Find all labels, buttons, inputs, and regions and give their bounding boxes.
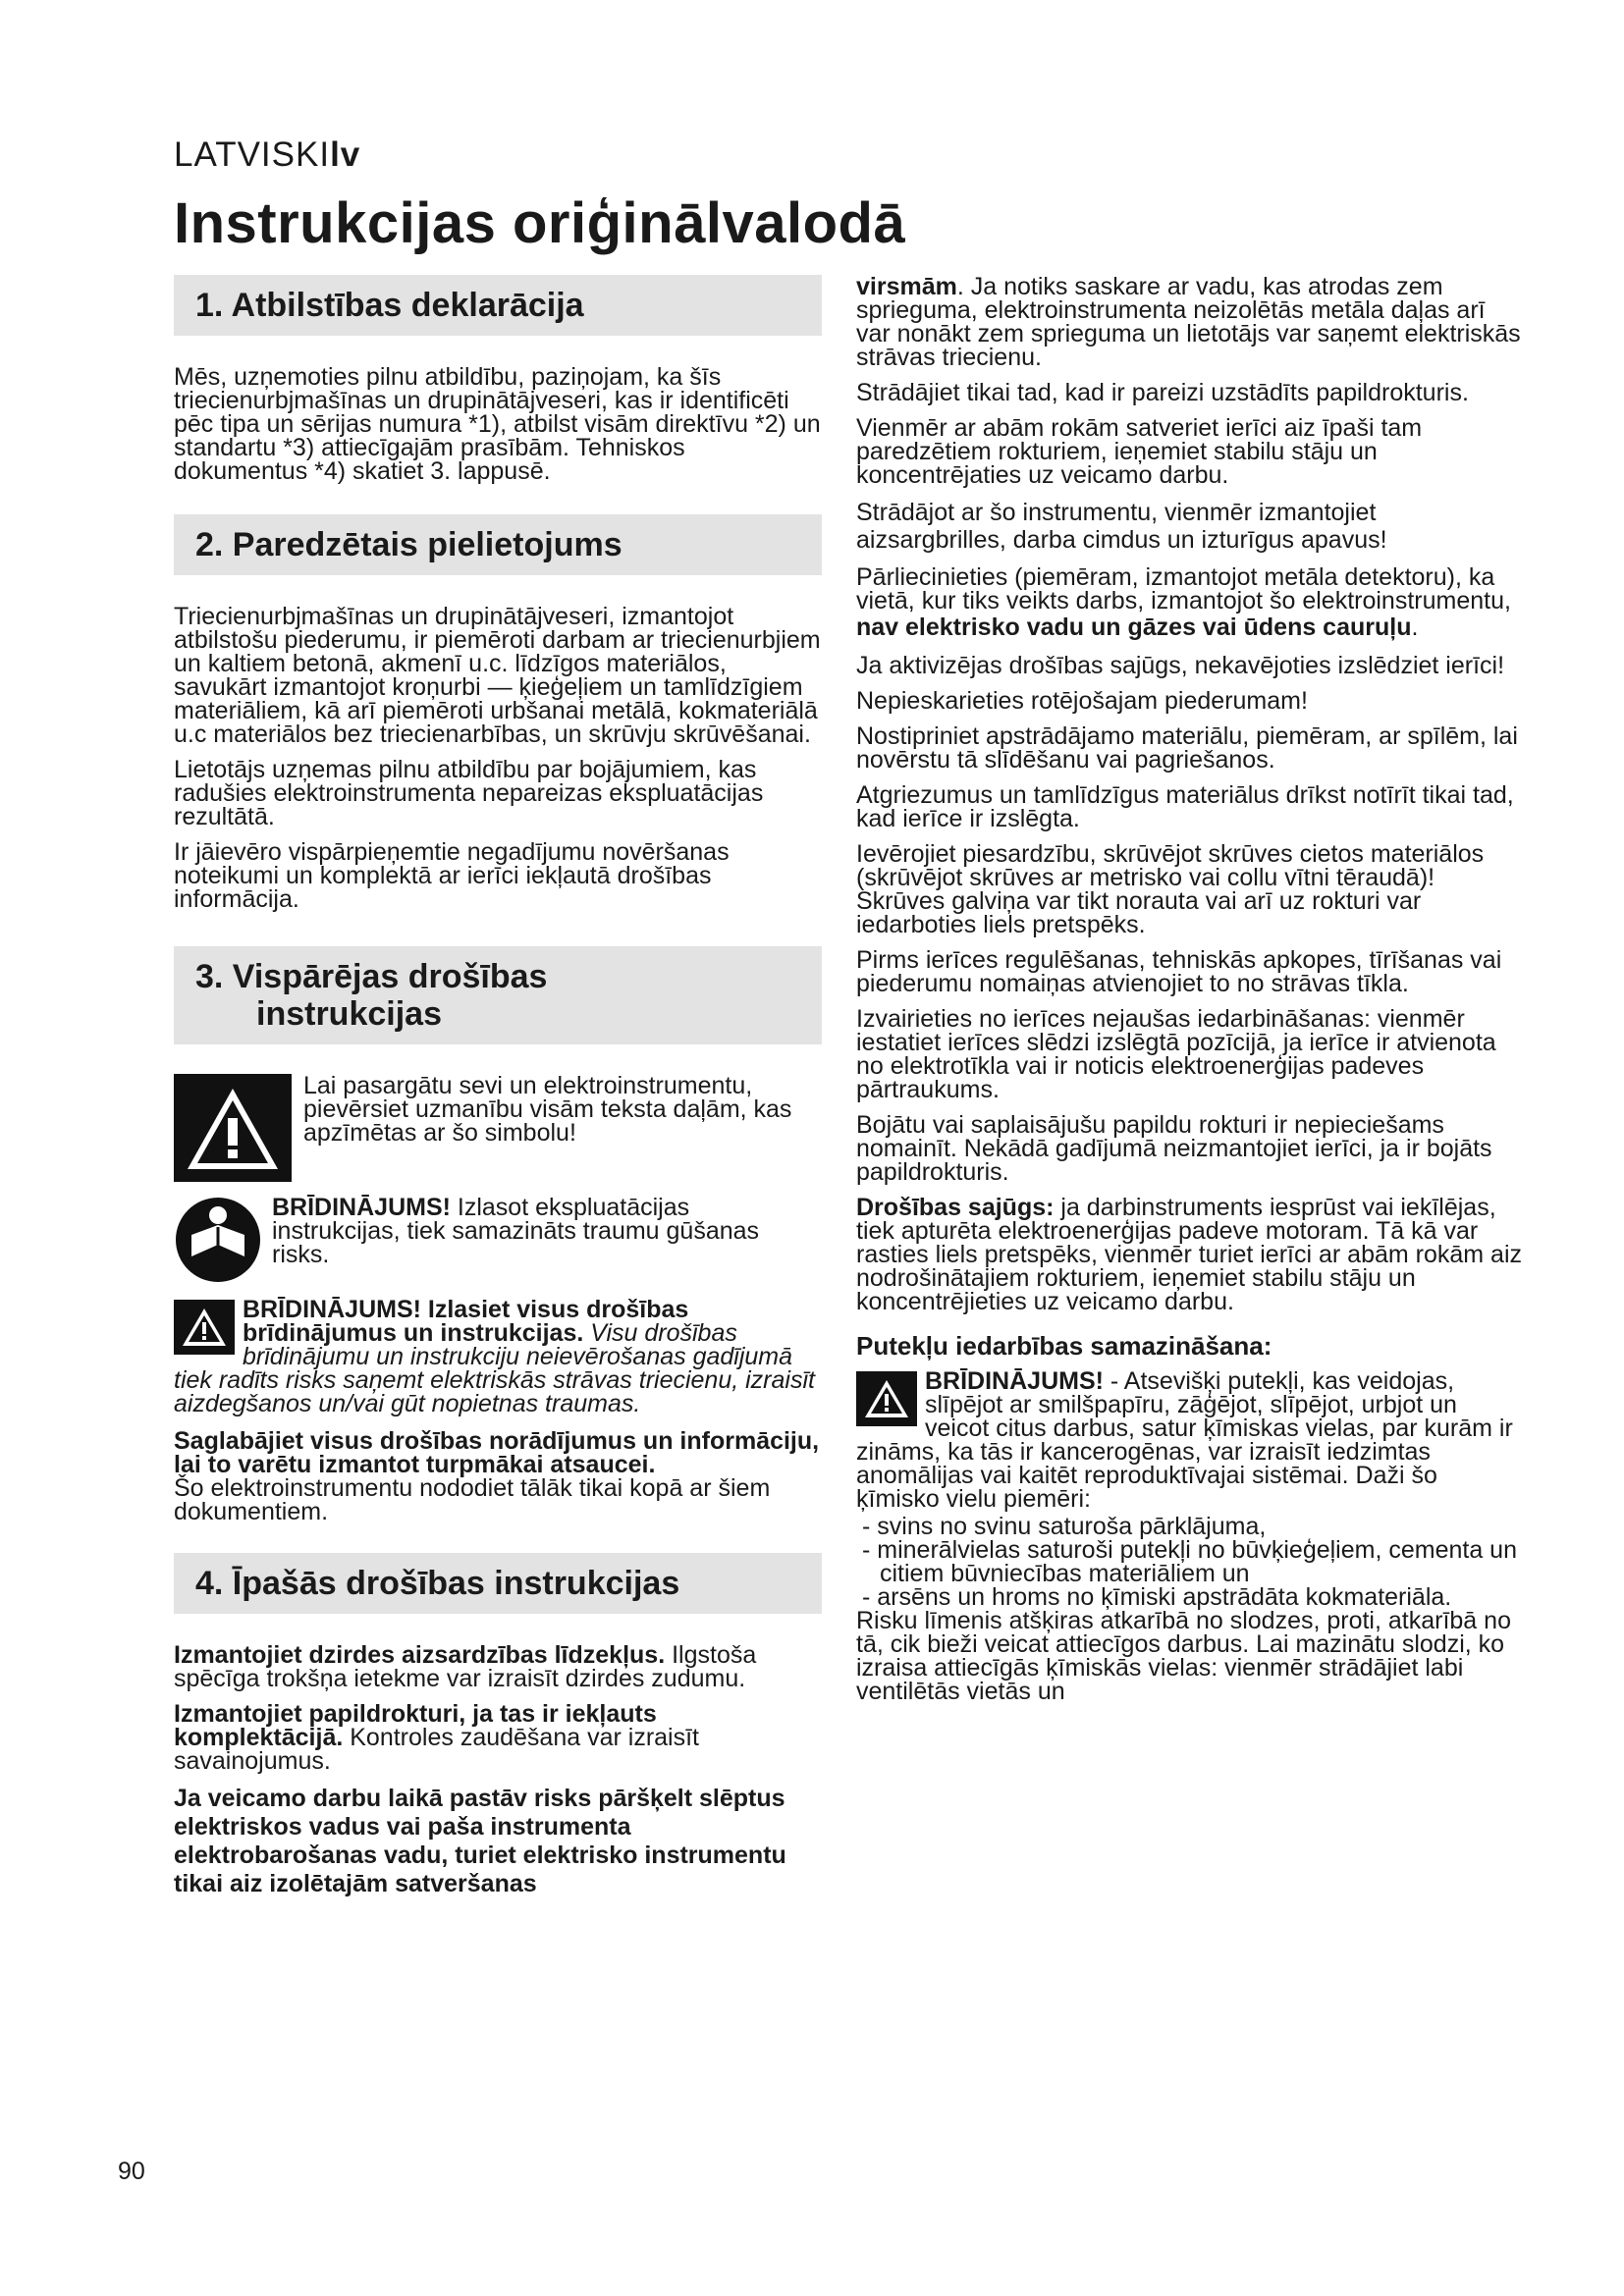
page-number: 90 [118,2158,145,2185]
warning-triangle-icon [174,1074,292,1182]
hearing-protection-heading: Izmantojiet dzirdes aizsardzības līdzekļus. [174,1641,666,1669]
declaration-text: Mēs, uzņemoties pilnu atbildību, paziņojam, ka šīs triecienurbjmašīnas un drupinātājveseri, kas ir identificēti pēc tipa un sērijas numura *1), atbilst visām direktīvu *2) un standartu *3) attiecīgajām prasībām. Tehniskos dokumentus *4) skatiet 3. lappusē. [174,363,821,485]
language-label [174,135,360,175]
rotating-accessory-text: Nepieskarieties rotējošajam piederumam! [856,687,1308,715]
safety-clutch-text: Ja aktivizējas drošības sajūgs, nekavējoties izslēdziet ierīci! [856,652,1505,679]
hidden-cables-warning: Ja veicamo darbu laikā pastāv risks pāršķelt slēptus elektriskos vadus vai paša instrumenta elektrobarošanas vadu, turiet elektrisko instrumentu tikai aiz izolētajām satveršanas [174,1785,786,1897]
read-manual-warning-text: Izlasot ekspluatācijas instrukcijas, tiek samazināts traumu gūšanas risks. [272,1194,760,1268]
section-heading-general-safety [174,946,822,1044]
safety-clutch-heading: Drošības sajūgs: [856,1194,1055,1221]
secure-workpiece-text: Nostipriniet apstrādājamo materiālu, piemēram, ar spīlēm, lai novērstu tā slīdēšanu vai pagriešanos. [856,722,1518,774]
section-heading-declaration: 1. Atbilstības deklarācija [174,275,822,336]
read-manual-warning [174,1196,822,1284]
hard-screws-text: Ievērojiet piesardzību, skrūvējot skrūves cietos materiālos (skrūvējot skrūves ar metrisko vai collu vītni tēraudā)! Skrūves galviņa var tikt norauta vai arī uz rokturi var iedarboties liels pretspēks. [856,840,1485,938]
damaged-handle-text: Bojātu vai saplaisājušu papildu rokturi ir nepieciešams nomainīt. Nekādā gadījumā neizmantojiet ierīci, ja ir bojāts papildrokturis. [856,1111,1492,1186]
section-heading-intended-use: 2. Paredzētais pielietojums [174,514,822,575]
left-column [174,275,822,1910]
read-all-warnings-text: Visu drošības brīdinājumu un instrukciju neievērošanas gadījumā tiek radīts risks saņemt elektriskās strāvas triecienu, izraisīt aizdegšanos un/vai gūt nopietnas traumas. [174,1319,815,1417]
list-item: - svins no svinu saturoša pārklājuma, [862,1513,1267,1540]
risk-level-text: Risku līmenis atšķiras atkarībā no slodzes, proti, atkarībā no tā, cik bieži veicat attiecīgos darbus. Lai mazinātu slodzi, ko izraisa attiecīgās ķīmiskās vielas: vienmēr strādājiet labi ventilētās vietās un [856,1607,1511,1705]
avoid-start-text: Izvairieties no ierīces nejaušas iedarbināšanas: vienmēr iestatiet ierīces slēdzi izslēgtā pozīcijā, ja ierīce ir atvienota no elektrotīkla vai ir noticis elektroenerģijas padeves pārtraukums. [856,1005,1496,1103]
insulated-surfaces-text: . Ja notiks saskare ar vadu, kas atrodas zem sprieguma, elektroinstrumenta neizolētās metāla daļas arī var nonākt zem sprieguma un lietotājs var saņemt elektriskās strāvas triecienu. [856,273,1521,371]
unplug-text: Pirms ierīces regulēšanas, tehniskās apkopes, tīrīšanas vai piederumu nomaiņas atvienojiet to no strāvas tīkla. [856,946,1502,997]
language-code: lv [330,135,361,174]
detector-end: . [1411,614,1419,641]
detector-text: Pārliecinieties (piemēram, izmantojot metāla detektoru), ka vietā, kur tiks veikts darbs, izmantojot šo elektroinstrumentu, [856,563,1511,614]
read-manual-warning-label: BRĪDINĀJUMS! [272,1194,451,1221]
keep-instructions-text: Šo elektroinstrumentu nododiet tālāk tikai kopā ar šiem dokumentiem. [174,1474,771,1525]
general-safety-title-line2: instrukcijas [256,995,442,1033]
liability-text: Lietotājs uzņemas pilnu atbildību par bojājumiem, kas radušies elektroinstrumenta nepareizas ekspluatācijas rezultātā. [174,756,764,830]
warning-triangle-icon [174,1300,235,1355]
language-name: LATVISKI [174,135,331,174]
warning-symbol-note [174,1074,822,1182]
section-heading-special-safety: 4. Īpašās drošības instrukcijas [174,1553,822,1614]
insulated-surfaces-label: virsmām [856,273,957,300]
safety-clutch-description: ja darbinstruments iesprūst vai iekīlējas, tiek apturēta elektroenerģijas padeve motoram. Tā kā var rasties liels pretspēks, vienmēr turiet ierīci ar abām rokām aiz nodrošinātajiem rokturiem, ieņemiet stabilu stāju un koncentrējieties uz veicamo darbu. [856,1194,1523,1315]
chemical-examples-list [856,1515,1524,1609]
warning-symbol-text: Lai pasargātu sevi un elektroinstrumentu, pievērsiet uzmanību visām teksta daļām, kas apzīmētas ar šo simbolu! [303,1072,792,1147]
regulations-text: Ir jāievēro vispārpieņemtie negadījumu novēršanas noteikumi un komplektā ar ierīci iekļautā drošības informācija. [174,838,730,913]
read-all-warnings-label: BRĪDINĀJUMS! Izlasiet visus drošības brīdinājumus un instrukcijas. [243,1296,689,1347]
aux-handle-fitted-text: Strādājiet tikai tad, kad ir pareizi uzstādīts papildrokturis. [856,379,1469,406]
detector-bold-text: nav elektrisko vadu un gāzes vai ūdens cauruļu [856,614,1412,641]
both-hands-text: Vienmēr ar abām rokām satveriet ierīci aiz īpaši tam paredzētiem rokturiem, ieņemiet stabilu stāju un koncentrējaties uz veicamo darbu. [856,414,1423,489]
dust-exposure-heading: Putekļu iedarbības samazināšana: [856,1331,1272,1361]
intended-use-text: Triecienurbjmašīnas un drupinātājveseri, izmantojot atbilstošu piederumu, ir piemēroti darbam ar triecienurbjiem un kaltiem betonā, akmenī u.c. līdzīgos materiālos, savukārt izmantojot kroņurbi — ķieģeļiem un tamlīdzīgiem materiāliem, kā arī piemēroti urbšanai metālā, kokmateriālā u.c materiālos bez triecienarbības, un skrūvju skrūvēšanai. [174,603,821,748]
document-title: Instrukcijas oriģinālvalodā [174,191,906,255]
dust-warning-text: - Atsevišķi putekļi, kas veidojas, slīpējot ar smilšpapīru, zāģējot, slīpējot, urbjot un veicot citus darbus, satur ķīmiskas vielas, par kurām ir zināms, ka tās ir kancerogēnas, var izraisīt iedzimtas anomālijas vai kaitēt reproduktīvajai sistēmai. Daži šo ķīmisko vielu piemēri: [856,1367,1513,1513]
dust-warning-label: BRĪDINĀJUMS! [925,1367,1104,1395]
protective-gear-text: Strādājot ar šo instrumentu, vienmēr izmantojiet aizsargbrilles, darba cimdus un izturīgus apavus! [856,499,1387,554]
list-item: - arsēns un hroms no ķīmiski apstrādāta kokmateriāla. [862,1583,1452,1611]
read-all-warnings [174,1298,822,1415]
read-manual-icon [174,1196,262,1284]
aux-handle-heading: Izmantojiet papildrokturi, ja tas ir iekļauts komplektācijā. [174,1700,657,1751]
right-column [856,275,1524,1715]
general-safety-title-line1: 3. Vispārējas drošības [195,958,548,995]
list-item: - minerālvielas saturoši putekļi no būvķieģeļiem, cementa un citiem būvniecības materiāliem un [862,1536,1517,1587]
warning-triangle-icon [856,1371,917,1426]
aux-handle-text: Kontroles zaudēšana var izraisīt savainojumus. [174,1724,699,1775]
remove-chips-text: Atgriezumus un tamlīdzīgus materiālus drīkst notīrīt tikai tad, kad ierīce ir izslēgta. [856,781,1514,832]
keep-instructions-heading: Saglabājiet visus drošības norādījumus un informāciju, lai to varētu izmantot turpmākai atsaucei. [174,1427,820,1478]
hearing-protection-text: Ilgstoša spēcīga trokšņa ietekme var izraisīt dzirdes zudumu. [174,1641,757,1692]
